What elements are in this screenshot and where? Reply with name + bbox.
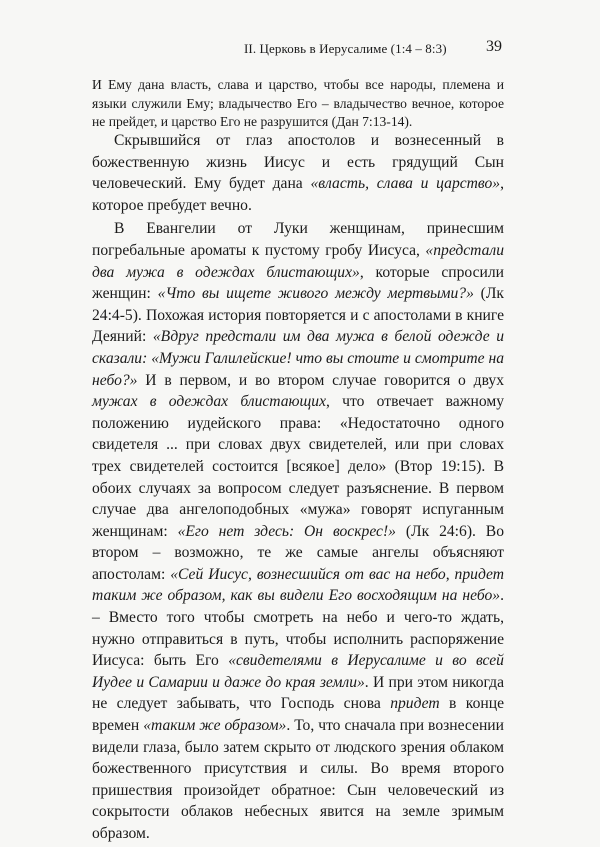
running-head-title: II. Церковь в Иерусалиме (1:4 – 8:3) [244, 41, 447, 56]
paragraph-2-quote-3: «Вдруг предстали им два мужа в белой одежде и сказали: «Мужи Галилейские! что вы стоите и смотрите на небо?» [92, 328, 505, 389]
paragraph-2-text-8: . И при этом никогда не следует забывать, что Господь снова [92, 673, 505, 713]
paragraph-2-quote-2: «Что вы ищете живого между мертвыми?» [157, 285, 474, 303]
paragraph-2-text-10: . То, что сначала при вознесении видели глаза, было затем скрыто от людского зрения облаком божественного присутствия и силы. Во время второго пришествия произойдет обратное: Сын человеческий из сокрытости облаков небесных явится на земле зримым образом. [92, 717, 504, 842]
running-head [92, 38, 502, 62]
paragraph-2-text-1: В Евангелии от Луки женщинам, принесшим погребальные ароматы к пустому гробу Иисуса, [92, 220, 504, 259]
paragraph-2-quote-7: «свидетелями в Иерусалиме и во всей Иудее и Самарии и даже до края земли» [92, 652, 504, 691]
paragraph-2-text-6: (Лк 24:6). Во втором – возможно, те же самые ангелы объясняют апостолам: [92, 522, 504, 583]
paragraph-1-text-1: Скрывшийся от глаз апостолов и вознесенный в божественную жизнь Иисус и есть грядущий Сын человеческий. Ему будет дана [92, 132, 504, 193]
paragraph-1-text-2: , которое пребудет вечно. [92, 175, 504, 214]
paragraph-2-quote-5: «Его нет здесь: Он воскрес!» [177, 522, 396, 540]
paragraph-2-text-4: И в первом, и во втором случае говорится о двух [137, 371, 504, 389]
paragraph-2-text-5: , что отвечает важному положению иудейского права: «Недостаточно одного свидетеля ... при словах двух свидетелей, или при словах трех свидетелей состоится [всякое] дело» (Втор 19:15). В обоих случаях за вопросом следует разъяснение. В первом случае два ангелоподобных «мужа» говорят испуганным женщинам: [92, 393, 504, 540]
paragraph-1 [92, 130, 504, 216]
paragraph-2-text-3: (Лк 24:4-5). Похожая история повторяется и с апостолами в книге Деяний: [92, 285, 505, 346]
paragraph-1-quote-1: «власть, слава и царство» [310, 175, 501, 193]
epigraph-quote [92, 76, 504, 132]
paragraph-2-quote-8: придет [390, 695, 440, 713]
paragraph-2-text-9: в конце времен [92, 695, 504, 735]
paragraph-2 [92, 218, 504, 844]
paragraph-2-quote-6: «Сей Иисус, вознесшийся от вас на небо, придет таким же образом, как вы видели Его восходящим на небо» [92, 565, 505, 605]
paragraph-2-quote-4: мужах в одеждах блистающих [92, 393, 327, 411]
epigraph-text: И Ему дана власть, слава и царство, чтобы все народы, племена и языки служили Ему; владычество Его – владычество вечное, которое не прейдет, и царство Его не разрушится (Дан 7:13-14). [92, 77, 504, 129]
paragraph-2-quote-1: «предстали два мужа в одеждах блистающих» [92, 241, 504, 281]
paragraph-2-quote-9: «таким же образом» [143, 717, 287, 735]
paragraph-2-text-7: . – Вместо того чтобы смотреть на небо и чего-то ждать, нужно отправиться в путь, чтобы исполнить распоряжение Иисуса: быть Его [92, 587, 504, 670]
body-text [92, 130, 504, 847]
paragraph-2-text-2: , которые спросили женщин: [92, 263, 504, 303]
page-number: 39 [486, 38, 502, 55]
